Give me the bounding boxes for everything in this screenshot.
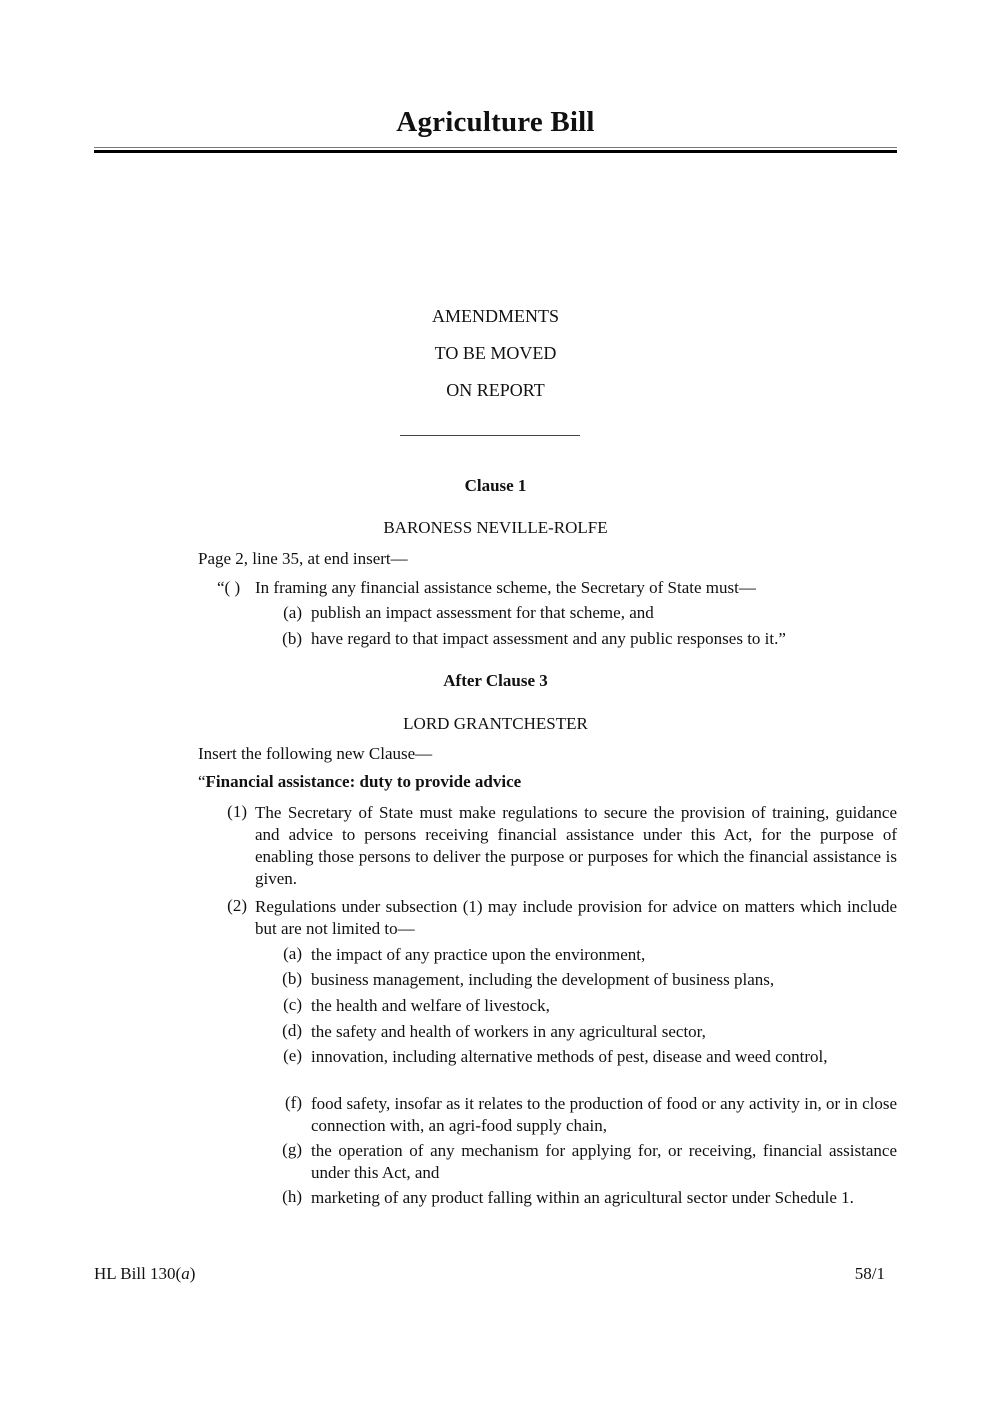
insert-item-text-b: have regard to that impact assessment and any public responses to it.” [311, 629, 786, 648]
open-quote: “ [198, 772, 206, 791]
subtitle-divider [400, 435, 580, 436]
mover-name: BARONESS NEVILLE-ROLFE [383, 518, 608, 537]
title-rule-thin [94, 147, 897, 148]
subtitle-line-1: AMENDMENTS [431, 306, 559, 326]
item-label-g: (g) [282, 1140, 302, 1159]
item-text-g: the operation of any mechanism for applying for, or receiving, financial assistance under this Act, and [311, 1141, 897, 1182]
insert-item-label-a: (a) [283, 603, 302, 622]
subsection-label-2: (2) [227, 896, 247, 915]
item-label-c: (c) [283, 995, 302, 1014]
new-clause-title [198, 772, 521, 792]
subtitle-line-3: ON REPORT [446, 380, 545, 400]
insert-label: “( ) [217, 578, 241, 597]
item-label-d: (d) [282, 1021, 302, 1040]
insert-item-label-b: (b) [282, 629, 302, 648]
item-text-e: innovation, including alternative methods of pest, disease and weed control, [311, 1047, 828, 1066]
item-text-a: the impact of any practice upon the environment, [311, 945, 646, 964]
item-label-h: (h) [282, 1187, 302, 1206]
bill-suffix: ) [189, 1264, 196, 1283]
mover-name: LORD GRANTCHESTER [403, 714, 588, 733]
bill-italic: a [181, 1264, 190, 1283]
bill-prefix: HL Bill 130( [94, 1264, 182, 1283]
insert-item-text-a: publish an impact assessment for that scheme, and [311, 603, 654, 622]
item-text-h: marketing of any product falling within an agricultural sector under Schedule 1. [311, 1188, 854, 1207]
item-text-b: business management, including the development of business plans, [311, 970, 775, 989]
insert-text: In framing any financial assistance scheme, the Secretary of State must— [255, 578, 756, 597]
item-label-e: (e) [283, 1046, 302, 1065]
subsection-text-1: The Secretary of State must make regulations to secure the provision of training, guidance and advice to persons receiving financial assistance under this Act, for the purpose of enabling those persons to deliver the purpose or purposes for which the financial assistance is given. [255, 803, 897, 888]
amendment-instruction: Insert the following new Clause— [198, 744, 433, 763]
subsection-text-2: Regulations under subsection (1) may include provision for advice on matters which include but are not limited to— [255, 897, 897, 938]
title-rule-thick [94, 150, 897, 153]
subsection-label-1: (1) [227, 802, 247, 821]
page-reference: 58/1 [854, 1264, 885, 1283]
item-label-a: (a) [283, 944, 302, 963]
amendment-instruction: Page 2, line 35, at end insert— [198, 549, 408, 568]
item-text-f: food safety, insofar as it relates to the production of food or any activity in, or in close connection with, an agri-food supply chain, [311, 1094, 897, 1135]
section-heading-after-clause-3: After Clause 3 [443, 671, 548, 690]
section-heading-clause-1: Clause 1 [464, 476, 527, 495]
document-title: Agriculture Bill [396, 106, 595, 138]
item-text-c: the health and welfare of livestock, [311, 996, 550, 1015]
new-clause-title-text: Financial assistance: duty to provide advice [205, 772, 522, 791]
item-text-d: the safety and health of workers in any agricultural sector, [311, 1022, 706, 1041]
item-label-f: (f) [285, 1093, 302, 1112]
subtitle-line-2: TO BE MOVED [434, 343, 557, 363]
item-label-b: (b) [282, 969, 302, 988]
bill-reference [94, 1264, 195, 1284]
